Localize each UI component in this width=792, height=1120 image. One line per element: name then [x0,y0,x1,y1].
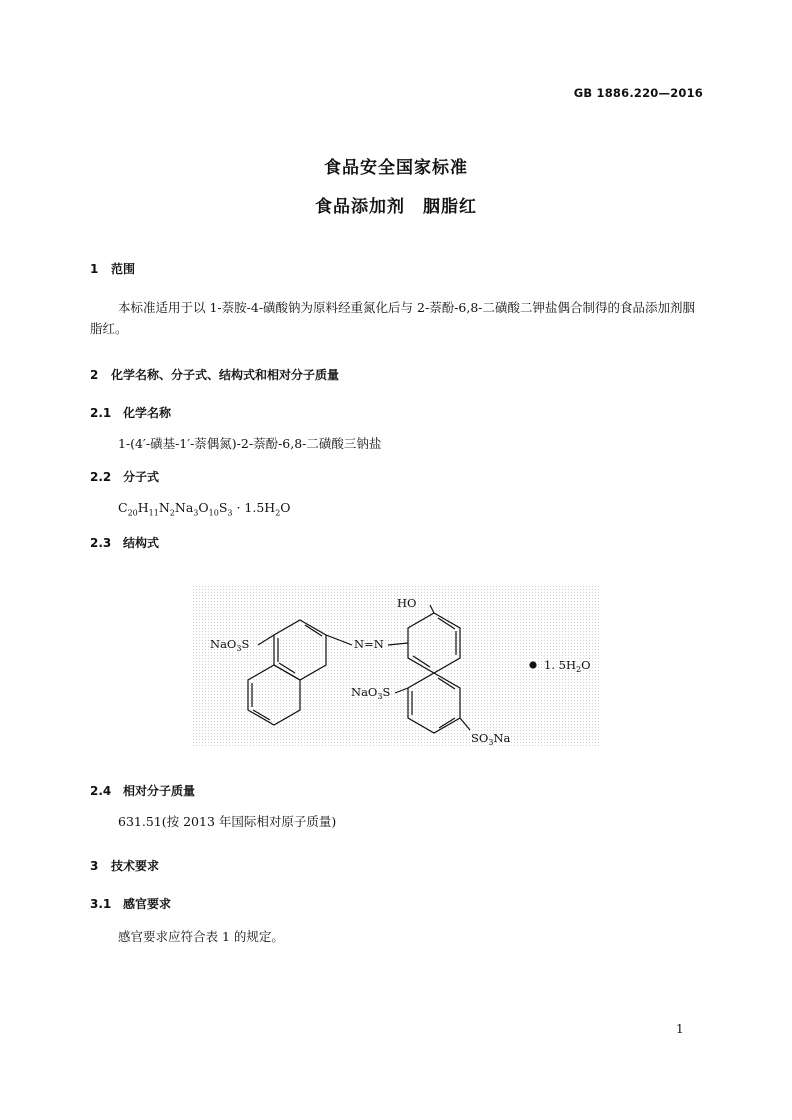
hydroxyl-label: HO [397,596,417,610]
section-title: 技术要求 [111,859,160,873]
section-2-3-heading [90,534,159,551]
molecular-formula: $C_{20}H_{11}N_2Na_3O_{10}S_3 \cdot 1.5H_2O$ [118,500,291,518]
structure-drawing [192,585,600,747]
section-title: 化学名称 [123,406,172,420]
azo-label: N=N [354,637,384,651]
section-title: 相对分子质量 [123,784,196,798]
section-2-2-heading [90,468,159,485]
hydrate-bullet [529,661,536,668]
section-number: 2.2 [90,470,112,484]
section-number: 3.1 [90,897,112,911]
section-3-heading [90,857,159,874]
section-title: 分子式 [123,470,160,484]
section-number: 2.3 [90,536,112,550]
sensory-requirements-text: 感官要求应符合表 1 的规定。 [118,929,284,944]
left-ring-bottom [248,665,300,725]
section-title: 化学名称、分子式、结构式和相对分子质量 [111,368,340,382]
chemical-name: 1-(4′-磺基-1′-萘偶氮)-2-萘酚-6,8-二磺酸三钠盐 [118,436,382,451]
molecular-mass: 631.51(按 2013 年国际相对原子质量) [118,814,337,829]
standard-code: GB 1886.220—2016 [573,86,703,100]
section-title: 结构式 [123,536,160,550]
page-number: 1 [676,1022,684,1036]
section-number: 3 [90,859,99,873]
section-1-text: 本标准适用于以 1-萘胺-4-磺酸钠为原料经重氮化后与 2-萘酚-6,8-二磺酸二钾盐偶合制得的食品添加剂胭脂红。 [90,300,696,336]
section-number: 1 [90,262,99,276]
document-title: 食品安全国家标准 [324,158,468,178]
document-subtitle: 食品添加剂 胭脂红 [315,197,477,217]
middle-sulfonate-label: NaO$_3$S [351,685,391,701]
section-2-heading [90,366,339,383]
section-title: 感官要求 [123,897,172,911]
bottom-sulfonate-label: $SO_3Na$ [471,731,511,747]
section-1-heading [90,260,135,277]
section-2-1-heading [90,404,171,421]
section-number: 2.4 [90,784,112,798]
section-3-1-heading [90,895,171,912]
structural-formula [192,585,600,747]
section-title: 范围 [111,262,136,276]
left-ring-top [274,620,326,680]
section-number: 2.1 [90,406,112,420]
section-number: 2 [90,368,99,382]
section-2-4-heading [90,782,195,799]
left-sulfonate-label: NaO$_3$S [210,637,250,653]
right-ring-bottom [408,673,460,733]
hydrate-label: 1. $5H_2O$ [544,658,591,674]
right-ring-top [408,613,460,673]
